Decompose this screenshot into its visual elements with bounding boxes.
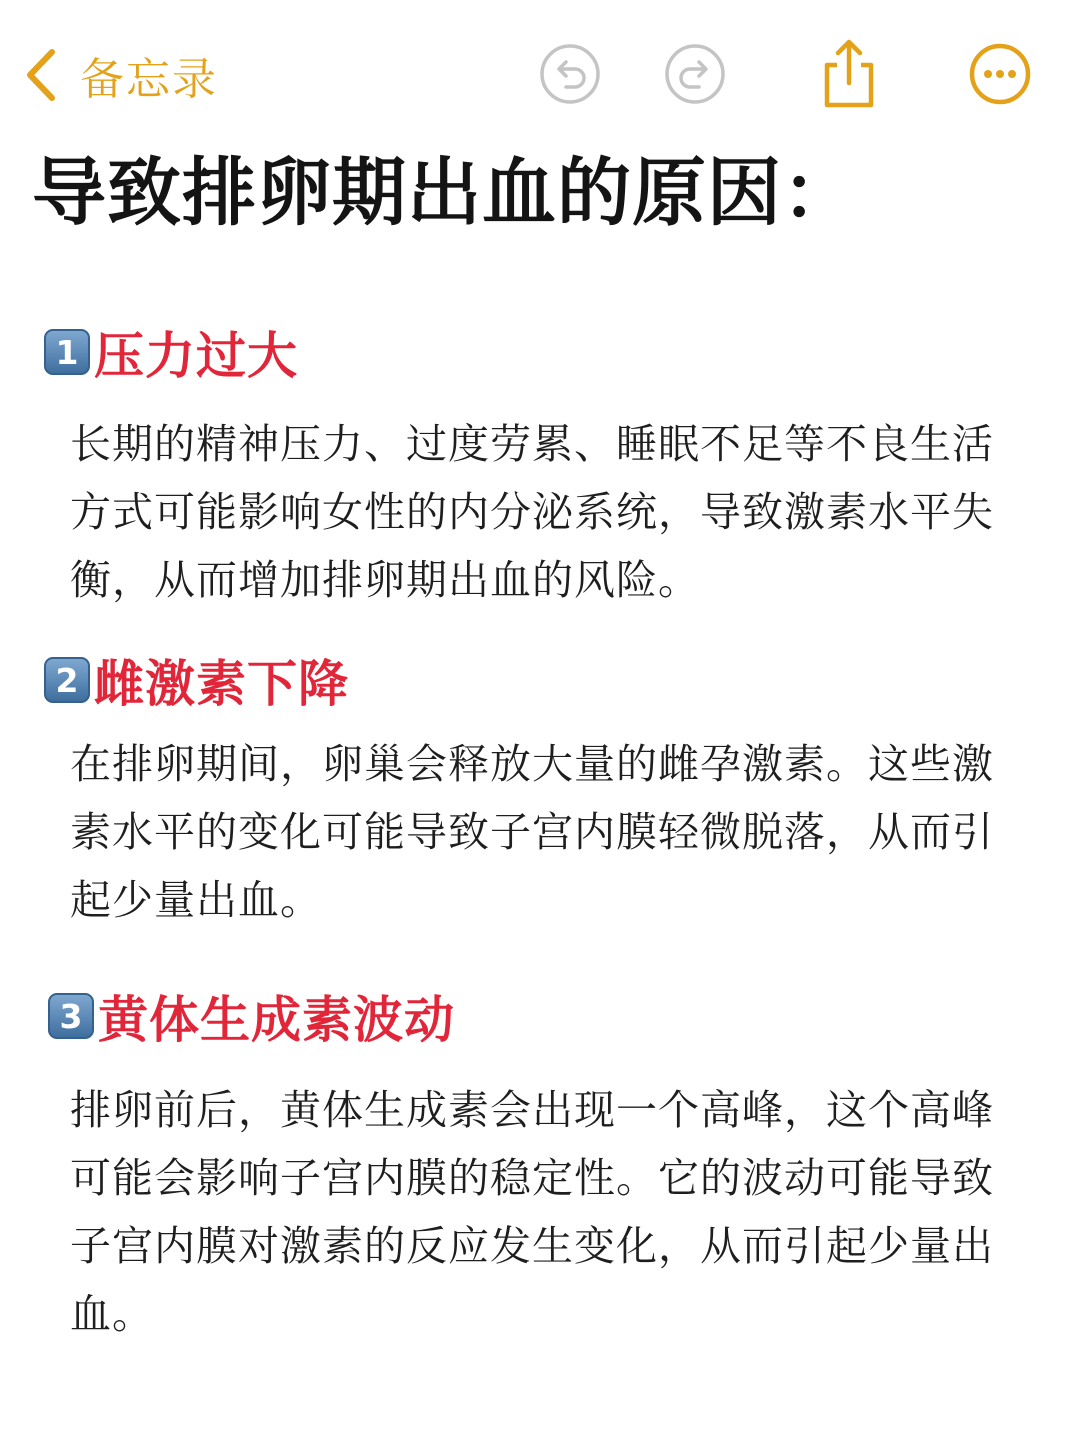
- navigation-bar: [0, 0, 1080, 140]
- section-heading-1: [44, 316, 298, 388]
- section-body-3: 排卵前后，黄体生成素会出现一个高峰，这个高峰可能会影响子宫内膜的稳定性。它的波动可能导致子宫内膜对激素的反应发生变化，从而引起少量出血。: [70, 1086, 994, 1338]
- number-badge: 2: [44, 657, 90, 703]
- section-body-1: 长期的精神压力、过度劳累、睡眠不足等不良生活方式可能影响女性的内分泌系统，导致激素水平失衡，从而增加排卵期出血的风险。: [70, 420, 994, 604]
- more-icon: [968, 42, 1032, 106]
- share-icon: [819, 37, 879, 109]
- section-title: 压力过大: [94, 327, 298, 385]
- undo-icon: [538, 42, 602, 106]
- more-button[interactable]: [966, 40, 1034, 108]
- note-title: 导致排卵期出血的原因：: [32, 150, 857, 236]
- redo-icon: [663, 42, 727, 106]
- section-body-2: 在排卵期间，卵巢会释放大量的雌孕激素。这些激素水平的变化可能导致子宫内膜轻微脱落，从而引起少量出血。: [70, 740, 994, 924]
- section-title: 雌激素下降: [94, 655, 349, 713]
- number-badge: 1: [44, 329, 90, 375]
- back-button[interactable]: [22, 40, 218, 110]
- back-label: 备忘录: [80, 54, 218, 105]
- chevron-left-icon: [22, 47, 58, 103]
- number-badge: 3: [48, 993, 94, 1039]
- section-title: 黄体生成素波动: [98, 991, 455, 1049]
- redo-button[interactable]: [661, 40, 729, 108]
- section-heading-3: [48, 980, 455, 1052]
- section-heading-2: [44, 644, 349, 716]
- share-button[interactable]: [814, 36, 884, 110]
- undo-button[interactable]: [536, 40, 604, 108]
